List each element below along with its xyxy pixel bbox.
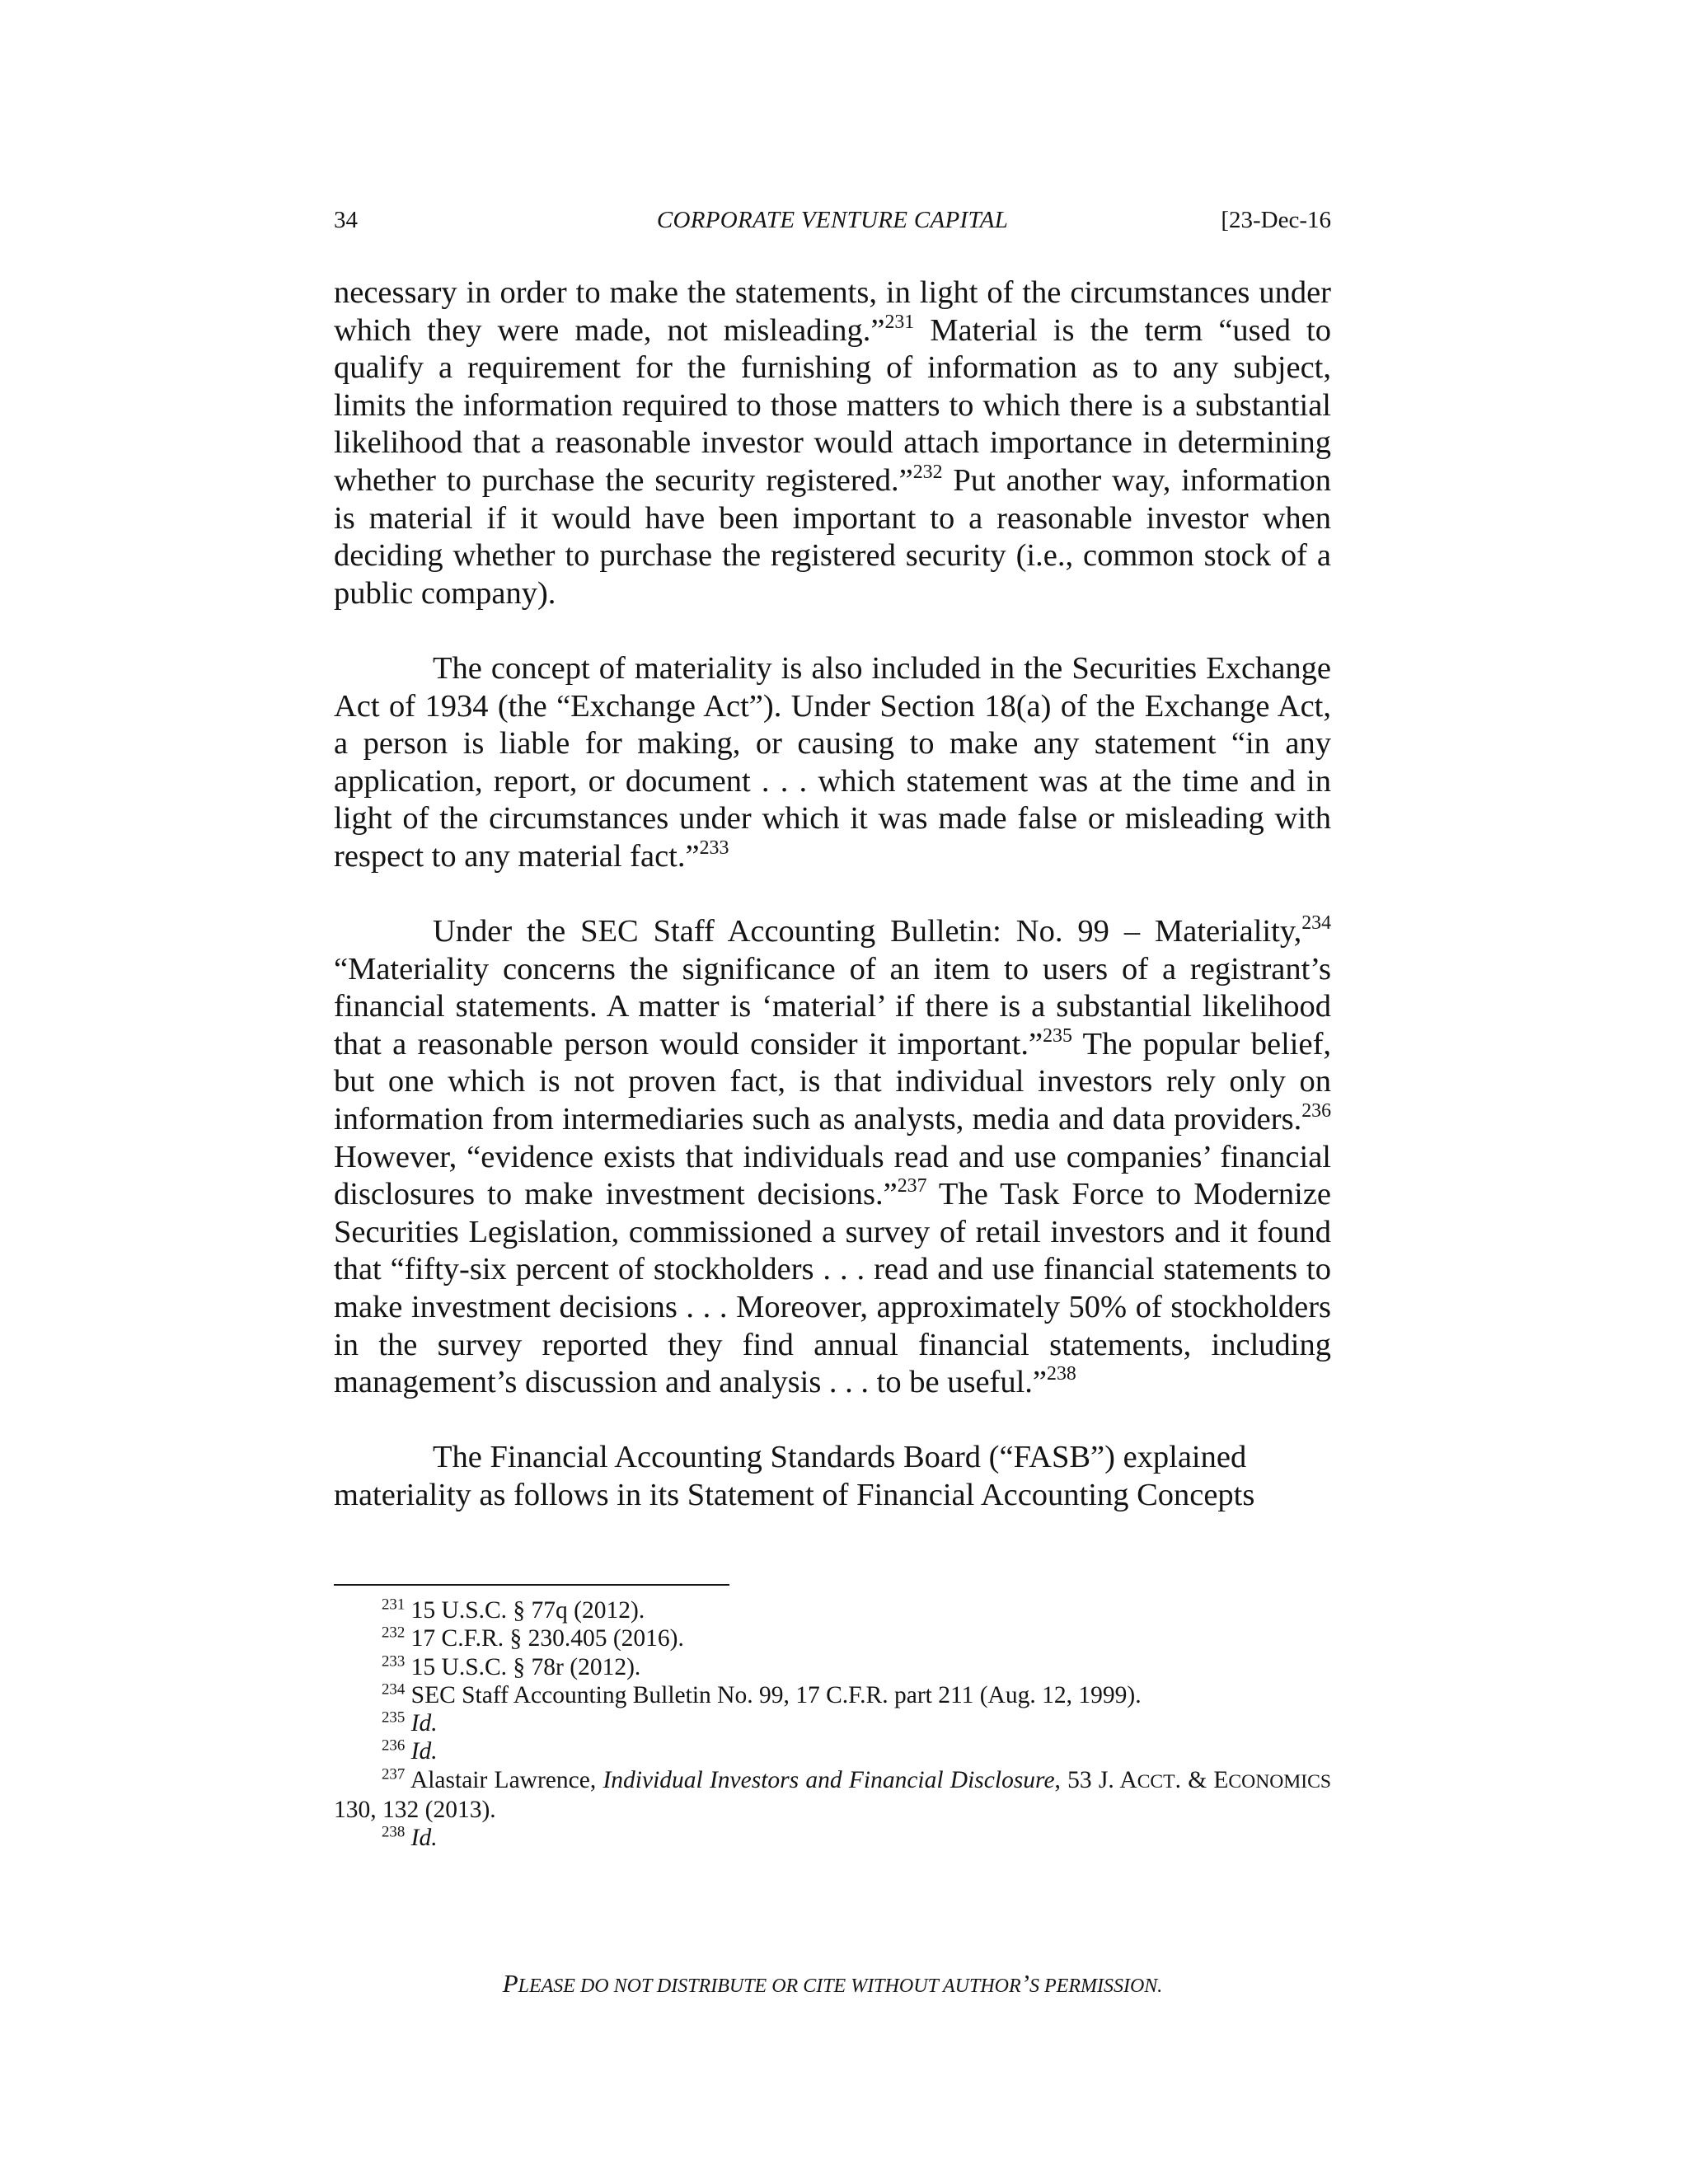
footnote-text: 17 C.F.R. § 230.405 (2016). bbox=[410, 1625, 684, 1652]
footnote-text: 15 U.S.C. § 78r (2012). bbox=[410, 1653, 641, 1680]
paragraph-text: The Task Force to Modernize Securities Legislation, commissioned a survey of retail investors and it found that “fifty-six percent of stockholders . . . read and use financial statements to make investment decisions . . . Moreover, approximately 50% of stockholders in the survey reported they find annual financial statements, including management’s discussion and analysis . . . to be useful.” bbox=[334, 1177, 1331, 1400]
footnote-233 bbox=[334, 1653, 1331, 1681]
footnotes bbox=[334, 1596, 1331, 1853]
paragraph-text: Material is the term “used to qualify a requirement for the furnishing of information as to any subject, limits the information required to those matters to which there is a substantial likelihood that a reasonable investor would attach importance in determining whether to purchase the security registered.” bbox=[334, 312, 1331, 498]
footnote-ref-237[interactable]: 237 bbox=[897, 1175, 927, 1197]
paragraph-text: The popular belief, but one which is not proven fact, is that individual investors rely only on information from intermediaries such as analysts, media and data providers. bbox=[334, 1026, 1332, 1137]
paragraph-2 bbox=[334, 650, 1331, 876]
footnote-236 bbox=[334, 1737, 1331, 1765]
paragraph-text: However, “evidence exists that individuals read and use companies’ financial disclosures to make investment decisions.” bbox=[334, 1139, 1331, 1212]
footnote-text: CONOMICS bbox=[1228, 1770, 1331, 1793]
footnote-number: 232 bbox=[382, 1624, 406, 1642]
page-number: 34 bbox=[334, 207, 358, 233]
running-title: CORPORATE VENTURE CAPITAL bbox=[656, 207, 1009, 233]
footnote-text: SEC Staff Accounting Bulletin No. 99, 17 C.F.R. part 211 (Aug. 12, 1999). bbox=[410, 1681, 1142, 1708]
paragraph-text: necessary in order to make the statements, in light of the circumstances under which they were made, not misleading.” bbox=[334, 275, 1331, 348]
footnote-235 bbox=[334, 1709, 1331, 1737]
footnote-separator bbox=[334, 1584, 729, 1586]
paragraph-4 bbox=[334, 1439, 1331, 1514]
footnote-text: , 53 J. A bbox=[1054, 1766, 1137, 1793]
footnote-232 bbox=[334, 1624, 1331, 1652]
running-header bbox=[334, 204, 1331, 237]
footer-text: ’ bbox=[1020, 1969, 1029, 1998]
footnote-text: 130, 132 (2013). bbox=[334, 1797, 496, 1824]
footnote-ref-234[interactable]: 234 bbox=[1301, 912, 1331, 935]
footnote-number: 234 bbox=[382, 1680, 406, 1699]
footnote-237 bbox=[334, 1766, 1331, 1825]
footnote-238 bbox=[334, 1824, 1331, 1852]
paragraph-3 bbox=[334, 913, 1331, 1402]
footnote-text: Id. bbox=[410, 1825, 438, 1852]
footnote-234 bbox=[334, 1681, 1331, 1709]
footnote-ref-238[interactable]: 238 bbox=[1047, 1363, 1076, 1385]
paragraph-1 bbox=[334, 274, 1331, 612]
footnote-text: . & E bbox=[1175, 1766, 1229, 1793]
footnote-number: 238 bbox=[382, 1824, 406, 1841]
footer-text: P bbox=[502, 1969, 518, 1998]
paragraph-text: “Materiality concerns the significance of an item to users of a registrant’s financial statements. A matter is ‘material’ if there is a substantial likelihood that a reasonable person would consider it important.” bbox=[334, 951, 1331, 1062]
footnote-ref-231[interactable]: 231 bbox=[884, 311, 915, 333]
footnote-ref-236[interactable]: 236 bbox=[1301, 1100, 1331, 1122]
footnote-text: Id. bbox=[410, 1710, 438, 1737]
footer-text: LEASE DO NOT DISTRIBUTE OR CITE WITHOUT AUTHOR bbox=[518, 1975, 1021, 1997]
footnote-number: 237 bbox=[382, 1765, 406, 1783]
paragraph-text: The Financial Accounting Standards Board (“FASB”) explained bbox=[433, 1440, 1247, 1475]
footnote-ref-232[interactable]: 232 bbox=[912, 462, 943, 484]
paragraph-text: The concept of materiality is also included in the Securities Exchange Act of 1934 (the “Exchange Act”). Under Section 18(a) of the Exchange Act, a person is liable for making, or causing to make any statement “in any application, report, or document . . . which statement was at the time and in light of the circumstances under which it was made false or misleading with respect to any material fact.” bbox=[334, 650, 1331, 874]
body-text bbox=[334, 274, 1331, 1515]
footnote-ref-235[interactable]: 235 bbox=[1043, 1025, 1072, 1047]
footnote-number: 236 bbox=[382, 1737, 406, 1755]
footnote-article-title: Individual Investors and Financial Disclosure bbox=[603, 1766, 1055, 1793]
footnote-text: Id. bbox=[410, 1738, 438, 1765]
footnote-ref-233[interactable]: 233 bbox=[699, 837, 729, 860]
footnote-231 bbox=[334, 1596, 1331, 1624]
footnote-number: 233 bbox=[382, 1652, 406, 1671]
footnote-number: 231 bbox=[382, 1596, 406, 1614]
footnote-author: Alastair Lawrence, bbox=[410, 1766, 603, 1793]
footnote-text: CCT bbox=[1137, 1770, 1175, 1793]
paragraph-text: Put another way, information is material if it would have been important to a reasonable investor when deciding whether to purchase the registered security (i.e., common stock of a public company). bbox=[334, 462, 1331, 611]
footer-text: S PERMISSION. bbox=[1029, 1975, 1163, 1997]
footnote-text: 15 U.S.C. § 77q (2012). bbox=[410, 1597, 645, 1624]
footnote-number: 235 bbox=[382, 1708, 406, 1727]
paragraph-text: Under the SEC Staff Accounting Bulletin: No. 99 – Materiality, bbox=[433, 914, 1302, 949]
page-footer-notice bbox=[334, 1967, 1331, 2003]
paragraph-text: materiality as follows in its Statement of Financial Accounting Concepts bbox=[334, 1478, 1255, 1512]
running-date: [23-Dec-16 bbox=[1221, 207, 1331, 233]
